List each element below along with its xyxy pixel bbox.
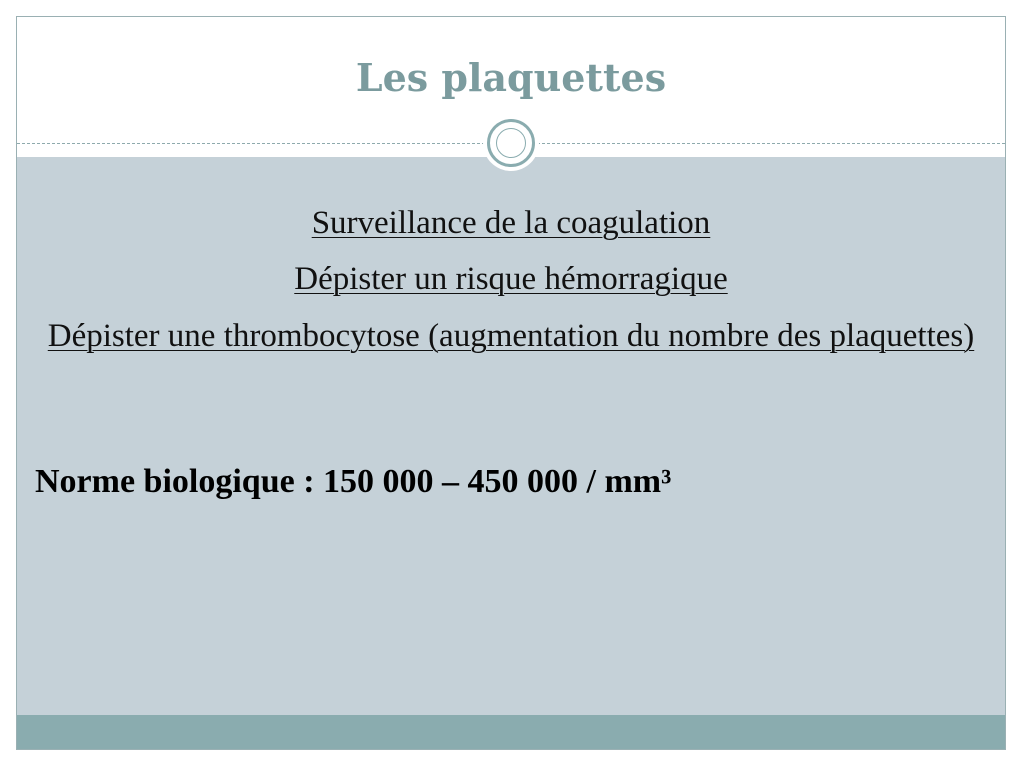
bullet-list xyxy=(17,195,1005,357)
footer-band xyxy=(17,715,1005,749)
circle-ornament-inner xyxy=(496,128,526,158)
norme-biologique: Norme biologique : 150 000 – 450 000 / mm³ xyxy=(35,463,672,500)
slide xyxy=(16,16,1006,750)
bullet-thrombocytose: Dépister une thrombocytose (augmentation du nombre des plaquettes) xyxy=(47,318,975,354)
bullet-risque-hemorragique: Dépister un risque hémorragique xyxy=(294,261,728,297)
slide-title: Les plaquettes xyxy=(355,55,667,100)
circle-ornament-icon xyxy=(487,119,535,167)
bullet-coagulation: Surveillance de la coagulation xyxy=(311,205,711,241)
